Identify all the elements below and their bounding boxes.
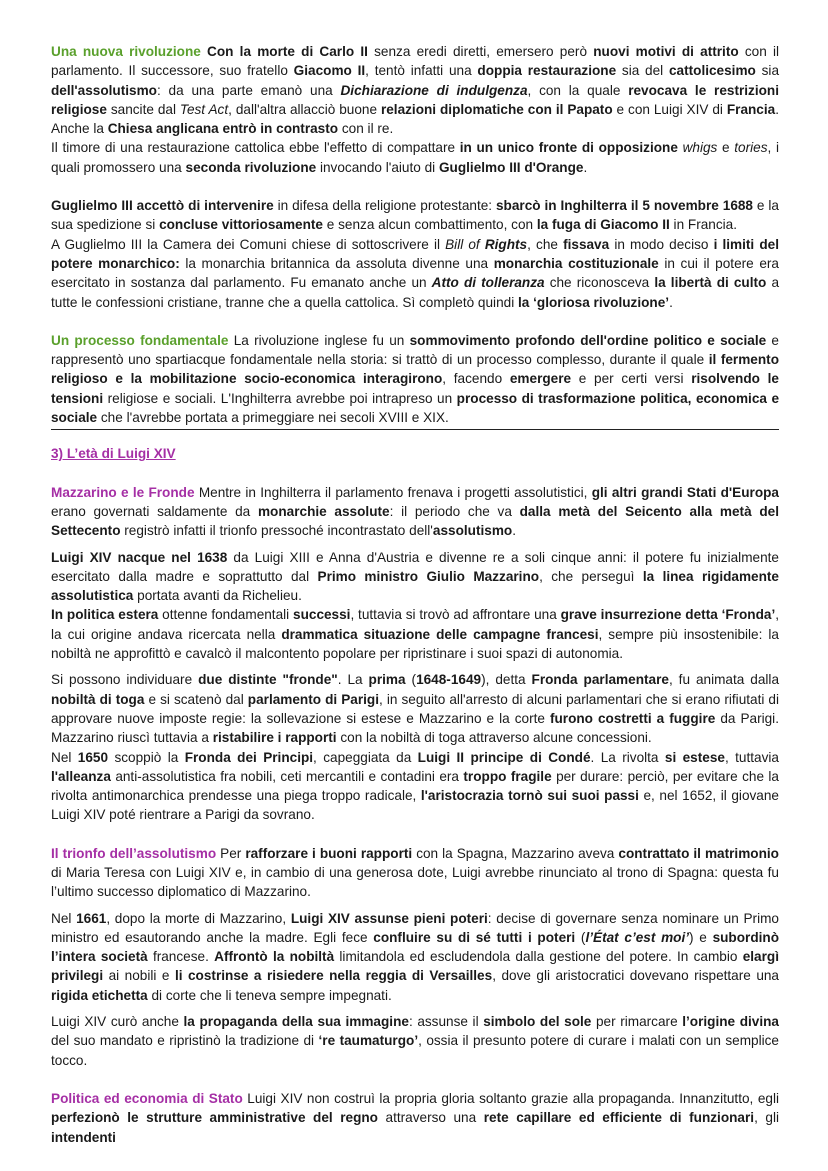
text-run: senza eredi diretti, emersero però — [367, 44, 594, 59]
text-run: scoppiò la — [108, 749, 185, 765]
text-run: relazioni diplomatiche con il Papato — [380, 101, 613, 117]
section-divider — [51, 429, 779, 430]
text-run: e senza alcun combattimento, con — [323, 217, 537, 233]
text-run: ), detta — [481, 672, 532, 688]
text-run: la fuga di Giacomo II — [536, 217, 670, 233]
text-run: processo di trasformazione politica, economica e sociale — [51, 390, 779, 426]
text-run: per durare: perciò, per evitare che la rivolta antimonarchica prendesse una piega troppo radicale, — [51, 768, 779, 804]
text-run: Luigi XIV assunse pieni poteri — [290, 910, 488, 926]
text-run: Guglielmo III d'Orange — [438, 159, 584, 175]
text-run: Dichiarazione di indulgenza — [340, 82, 528, 98]
text-run: da Luigi XIII e Anna d'Austria e divenne re a soli cinque anni: il potere fu inizialmente esercitato dalla madre e soprattutto dal — [51, 549, 779, 584]
text-run: successi — [293, 607, 351, 623]
text-run: anti-assolutistica fra nobili, ceti mercantili e contadini era — [110, 768, 464, 784]
text-run: in difesa della religione protestante: — [273, 198, 496, 214]
text-run: sia del — [616, 63, 669, 79]
text-run: e con Luigi XIV di — [612, 101, 727, 117]
text-run: 1648-1649 — [416, 672, 482, 688]
text-run: , gli — [754, 1110, 779, 1126]
text-run: il fermento religioso e la mobilitazione socio-economica interagirono — [51, 352, 779, 387]
text-run: la monarchia britannica da assoluta divenne una — [179, 255, 494, 271]
text-run: rete capillare ed efficiente di funzionari — [483, 1110, 755, 1126]
text-run: contrattato il matrimonio — [618, 845, 779, 861]
heading-trionfo-assolutismo: Il trionfo dell’assolutismo — [51, 845, 217, 861]
text-run: , dopo la morte di Mazzarino, — [106, 910, 291, 926]
text-run: sancite dal — [106, 101, 180, 117]
text-run: a tutte le confessioni cristiane, tranne che a quella cattolica. Sì completò quindi — [51, 275, 780, 310]
text-run: ai nobili e — [103, 968, 175, 984]
text-run: subordinò l’intera società — [51, 929, 780, 965]
text-run: emergere — [509, 371, 572, 387]
text-run: , tuttavia — [724, 749, 779, 765]
text-run: . La rivolta — [590, 749, 665, 765]
text-run: Giacomo II — [293, 63, 366, 79]
text-run: : da una parte emanò una — [156, 82, 341, 98]
text-run: parlamento di Parigi — [247, 691, 380, 707]
text-run: . — [669, 294, 673, 310]
text-run: in modo deciso — [609, 236, 714, 252]
text-run: monarchia costituzionale — [493, 255, 659, 271]
text-run: , che perseguì — [539, 568, 643, 584]
text-run: seconda rivoluzione — [185, 159, 317, 175]
text-run: cattolicesimo — [668, 63, 756, 79]
text-run: concluse vittoriosamente — [159, 217, 323, 233]
text-run: , facendo — [442, 371, 510, 387]
heading-mazzarino-fronde: Mazzarino e le Fronde — [51, 484, 195, 500]
text-run: monarchie assolute — [257, 503, 390, 519]
text-run: sia — [755, 63, 780, 79]
text-run: . Anche la — [51, 101, 779, 137]
text-run: whigs — [682, 140, 718, 156]
text-run: tories — [734, 140, 768, 156]
text-run: attraverso una — [377, 1110, 484, 1126]
text-run: dalla metà del Seicento alla metà del Settecento — [51, 503, 779, 539]
text-run: del suo mandato e ripristinò la tradizione di — [51, 1033, 319, 1049]
text-run: di corte che li teneva sempre impegnati. — [147, 987, 392, 1003]
text-run: perfezionò le strutture amministrative del regno — [51, 1110, 378, 1126]
text-run: Affrontò la nobiltà — [214, 949, 335, 965]
text-run: Luigi XIV curò anche — [51, 1014, 184, 1030]
paragraph-luigi-nascita — [51, 548, 779, 606]
text-run: gli altri grandi Stati d'Europa — [591, 484, 779, 500]
section-title — [51, 444, 779, 463]
text-run: ristabilire i rapporti — [212, 730, 337, 746]
text-run: in cui il potere era esercitato in sostanza dal parlamento. Fu emanato anche un — [51, 255, 779, 291]
text-run: : il periodo che va — [389, 503, 520, 519]
text-run: sommovimento profondo dell'ordine politico e sociale — [409, 332, 767, 348]
text-run: , fu animata dalla — [668, 672, 780, 688]
text-run: Guglielmo III accettò di intervenire — [51, 198, 274, 214]
text-run: sbarcò in Inghilterra il 5 novembre 1688 — [496, 198, 753, 214]
text-run: Il timore di una restaurazione cattolica ebbe l'effetto di compattare — [51, 140, 460, 156]
text-run: Con la morte di Carlo II — [200, 44, 368, 59]
heading-nuova-rivoluzione: Una nuova rivoluzione — [51, 44, 201, 59]
text-run: , dove gli aristocratici dovevano rispettare una — [492, 968, 779, 984]
text-run: confluire su di sé tutti i poteri — [373, 929, 576, 945]
text-run: l'aristocrazia tornò sui suoi passi — [420, 788, 639, 804]
text-run: fissava — [563, 236, 610, 252]
text-run: ‘re taumaturgo’ — [318, 1033, 419, 1049]
text-run: : decise di governare senza nominare un Primo ministro ed esautorando anche la madre. Egli fece — [51, 910, 779, 945]
text-run: Primo ministro Giulio Mazzarino — [317, 568, 540, 584]
text-run: , con la quale — [527, 82, 629, 98]
text-run: la ‘gloriosa rivoluzione’ — [518, 294, 670, 310]
text-run: Rights — [484, 236, 528, 252]
text-run: invocando l'aiuto di — [316, 159, 439, 175]
paragraph-politica-economia — [51, 1089, 779, 1147]
text-run: si estese — [664, 749, 725, 765]
text-run: l'alleanza — [51, 768, 111, 784]
text-run: che riconosceva — [544, 275, 655, 291]
text-run: l’État c’est moi’ — [585, 929, 690, 945]
text-run: Nel — [51, 910, 77, 926]
text-run: Atto di tolleranza — [431, 275, 545, 291]
text-run: due distinte "fronde" — [198, 672, 338, 688]
text-run: Bill of — [445, 236, 485, 252]
text-run: l’origine divina — [682, 1014, 779, 1030]
text-run: la linea rigidamente assolutistica — [51, 568, 779, 604]
text-run: ( — [405, 672, 417, 688]
text-run: in un unico fronte di opposizione — [459, 140, 678, 156]
paragraph-guglielmo — [51, 196, 779, 235]
text-run: di Maria Teresa con Luigi XIV e, in cambio di una generosa dote, Luigi avrebbe rinunciato al trono di Spagna: questa fu l’ultimo successo diplomatico di Mazzarino. — [51, 864, 779, 900]
text-run: con il re. — [338, 121, 394, 137]
text-run: Per — [216, 845, 246, 861]
text-run: erano governati saldamente da — [51, 503, 258, 519]
text-run: troppo fragile — [463, 768, 552, 784]
paragraph-politica-estera — [51, 605, 779, 663]
text-run: ) e — [689, 929, 713, 945]
paragraph-bill-of-rights — [51, 235, 779, 312]
text-run: prima — [368, 672, 406, 688]
paragraph-propaganda — [51, 1012, 779, 1070]
document-page — [51, 42, 779, 1147]
text-run: da Parigi. Mazzarino riuscì tuttavia a — [51, 710, 779, 746]
text-run: religiose e sociali. L'Inghilterra avrebbe poi intrapreso un — [103, 390, 457, 406]
heading-politica-economia: Politica ed economia di Stato — [51, 1090, 243, 1106]
text-run: li costrinse a risiedere nella reggia di Versailles — [174, 968, 493, 984]
text-run: , la cui origine andava ricercata nella — [51, 607, 780, 642]
text-run: Test Act — [179, 101, 229, 117]
text-run: : assunse il — [408, 1014, 484, 1030]
text-run: , dall'altra allacciò buone — [228, 101, 381, 117]
text-run: 1661 — [76, 910, 107, 926]
paragraph-timore — [51, 138, 779, 177]
text-run: con la nobiltà di toga attraverso alcune concessioni. — [336, 730, 652, 746]
text-run: la propaganda della sua immagine — [183, 1014, 409, 1030]
text-run: con il parlamento. Il successore, suo fratello — [51, 44, 780, 79]
text-run: grave insurrezione detta ‘Fronda’ — [560, 607, 776, 623]
paragraph-trionfo-assolutismo — [51, 844, 779, 902]
paragraph-processo-fondamentale — [51, 331, 779, 427]
text-run: 1650 — [77, 749, 109, 765]
text-run: e rappresentò uno spartiacque fondamentale nella storia: si trattò di un processo complesso, durante il quale — [51, 332, 779, 368]
text-run: doppia restaurazione — [477, 63, 617, 79]
text-run: la libertà di culto — [654, 275, 767, 291]
paragraph-due-fronde — [51, 670, 779, 747]
text-run: In politica estera — [51, 607, 159, 623]
text-run: intendenti — [51, 1129, 116, 1145]
section-title-text: 3) L’età di Luigi XIV — [51, 446, 176, 462]
text-run: e si scatenò dal — [144, 691, 248, 707]
text-run: , tentò infatti una — [365, 63, 478, 79]
text-run: elargì privilegi — [51, 949, 779, 984]
text-run: rafforzare i buoni rapporti — [245, 845, 413, 861]
text-run: furono costretti a fuggire — [549, 710, 716, 726]
text-run: in Francia. — [669, 217, 738, 233]
text-run: Fronda dei Principi — [184, 749, 314, 765]
text-run: Chiesa anglicana entrò in contrasto — [107, 121, 339, 137]
text-run: simbolo del sole — [483, 1014, 592, 1030]
text-run: Francia — [726, 101, 776, 117]
text-run: , capeggiata da — [313, 749, 418, 765]
text-run: dell'assolutismo — [51, 82, 157, 98]
text-run: limitandola ed escludendola dalla gestione del potere. In cambio — [334, 949, 743, 965]
text-run: . — [512, 523, 516, 539]
heading-processo-fondamentale: Un processo fondamentale — [51, 332, 229, 348]
text-run: risolvendo le tensioni — [51, 371, 779, 406]
text-run: portata avanti da Richelieu. — [133, 588, 302, 604]
paragraph-mazzarino-fronde — [51, 483, 779, 541]
text-run: e, nel 1652, il giovane Luigi XIV poté rientrare a Parigi da sovrano. — [51, 788, 779, 823]
text-run: Nel — [51, 749, 78, 765]
text-run: e per certi versi — [571, 371, 692, 387]
text-run: . — [583, 159, 588, 175]
text-run: Si possono individuare — [51, 672, 199, 688]
text-run: , ossia il presunto potere di curare i malati con un semplice tocco. — [51, 1033, 779, 1068]
text-run: e la sua spedizione si — [51, 198, 779, 233]
text-run: i limiti del potere monarchico: — [51, 236, 779, 271]
text-run: , che — [527, 236, 564, 252]
text-run: con la Spagna, Mazzarino aveva — [412, 845, 619, 861]
text-run: drammatica situazione delle campagne francesi — [281, 626, 599, 642]
text-run: Luigi XIV non costruì la propria gloria soltanto grazie alla propaganda. Innanzitutto, egli — [242, 1090, 779, 1106]
text-run: e — [717, 140, 735, 156]
text-run: ottenne fondamentali — [158, 607, 294, 623]
text-run: , i quali promossero una — [51, 140, 779, 175]
paragraph-fronda-principi — [51, 748, 779, 825]
text-run: nuovi motivi di attrito — [593, 44, 739, 59]
text-run: per rimarcare — [591, 1014, 683, 1030]
paragraph-pieni-poteri — [51, 909, 779, 1005]
text-run: Fronda parlamentare — [531, 672, 669, 688]
text-run: francese. — [147, 949, 215, 965]
paragraph-nuova-rivoluzione — [51, 42, 779, 138]
text-run: assolutismo — [432, 523, 513, 539]
text-run: . La — [337, 672, 369, 688]
text-run: La rivoluzione inglese fu un — [228, 332, 410, 348]
text-run: che l'avrebbe portata a primeggiare nei secoli XVIII e XIX. — [97, 410, 449, 426]
text-run: Luigi XIV nacque nel 1638 — [51, 549, 228, 565]
text-run: rigida etichetta — [51, 987, 148, 1003]
text-run: nobiltà di toga — [51, 691, 145, 707]
text-run: ( — [575, 929, 586, 945]
text-run: revocava le restrizioni religiose — [51, 82, 780, 117]
text-run: Luigi II principe di Condé — [417, 749, 591, 765]
text-run: , sempre più insostenibile: la nobiltà ne approfittò e cavalcò il malcontento popolare per ripristinare i suoi spazi di autonomia. — [51, 626, 779, 662]
text-run: , in seguito all'arresto di alcuni parlamentari che si erano rifiutati di approvare nuove imposte regie: la sollevazione si estese e Mazzarino e la corte — [51, 691, 780, 726]
text-run: A Guglielmo III la Camera dei Comuni chiese di sottoscrivere il — [51, 236, 446, 252]
text-run: registrò infatti il trionfo pressoché incontrastato dell' — [120, 523, 433, 539]
text-run: , tuttavia si trovò ad affrontare una — [350, 607, 561, 623]
text-run: Mentre in Inghilterra il parlamento frenava i progetti assolutistici, — [194, 484, 592, 500]
